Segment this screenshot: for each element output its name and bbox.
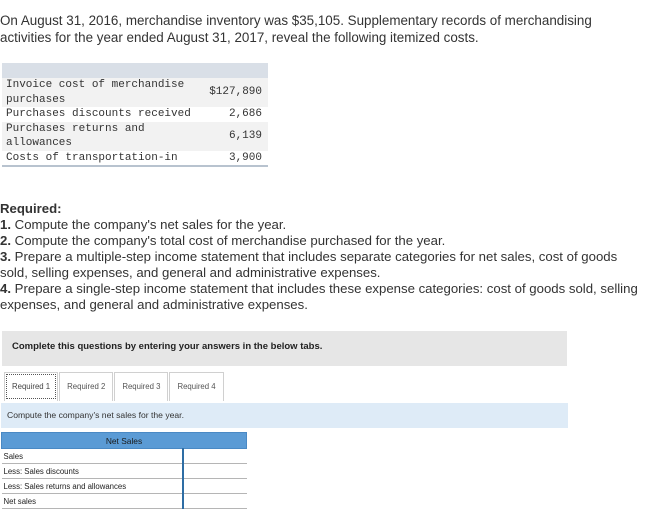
sales-input[interactable] [184, 450, 247, 463]
cost-value: 2,686 [228, 108, 262, 120]
table-row [2, 449, 247, 464]
instructions-banner [2, 331, 567, 366]
tab-instruction: Compute the company's net sales for the year. [7, 410, 184, 420]
table-row [2, 78, 268, 107]
table-footer-bar [2, 165, 268, 167]
cost-value: $127,890 [205, 78, 268, 107]
cost-label: Purchases returns and allowances [2, 122, 205, 151]
row-label: Net sales [2, 494, 183, 509]
row-label: Less: Sales returns and allowances [2, 479, 183, 494]
sales-discounts-input[interactable] [184, 465, 247, 478]
table-row [2, 122, 268, 151]
required-text: Compute the company's net sales for the year. [14, 217, 287, 232]
itemized-costs-table [2, 63, 268, 167]
cost-label: Purchases discounts received [6, 108, 191, 120]
required-heading: Required: [0, 201, 62, 216]
required-number: 2. [0, 233, 11, 248]
sales-returns-input[interactable] [184, 480, 247, 493]
cost-value: 6,139 [205, 122, 268, 151]
net-sales-table [1, 432, 247, 509]
cost-label: Costs of transportation-in [6, 151, 178, 164]
banner-text: Complete this questions by entering your answers in the below tabs. [12, 341, 323, 352]
required-item [0, 217, 640, 233]
problem-intro: On August 31, 2016, merchandise inventory was $35,105. Supplementary records of merchandising activities for the year ended August 31, 2017, reveal the following itemized costs. [0, 13, 592, 45]
tab-required-1[interactable]: Required 1 [4, 372, 58, 401]
table-header-bar [2, 63, 268, 78]
row-label: Sales [2, 449, 183, 464]
required-text: Compute the company's total cost of merchandise purchased for the year. [14, 233, 446, 248]
table-row [2, 494, 247, 509]
required-item [0, 281, 640, 313]
table-row [2, 151, 268, 166]
requirement-tabs [4, 372, 225, 402]
required-number: 3. [0, 249, 11, 264]
required-text: Prepare a single-step income statement that includes these expense categories: cost of goods sold, selling expenses, and general and administrative expenses. [0, 281, 638, 312]
required-section [0, 201, 640, 313]
tab-required-4[interactable]: Required 4 [169, 372, 223, 401]
required-item [0, 233, 640, 249]
net-sales-input[interactable] [184, 495, 247, 508]
required-number: 1. [0, 217, 11, 232]
table-row [2, 479, 247, 494]
required-number: 4. [0, 281, 11, 296]
required-item [0, 249, 640, 281]
tab-instruction-bar [1, 403, 568, 428]
table-row [2, 107, 268, 122]
tab-required-3[interactable]: Required 3 [114, 372, 168, 401]
cost-label: Invoice cost of merchandise purchases [2, 78, 205, 107]
required-text: Prepare a multiple-step income statement that includes separate categories for net sales, cost of goods sold, selling expenses, and general and administrative expenses. [0, 249, 618, 280]
tab-required-2[interactable]: Required 2 [59, 372, 113, 401]
table-row [2, 464, 247, 479]
cost-value: 3,900 [228, 151, 262, 164]
net-sales-title: Net Sales [2, 433, 247, 449]
row-label: Less: Sales discounts [2, 464, 183, 479]
